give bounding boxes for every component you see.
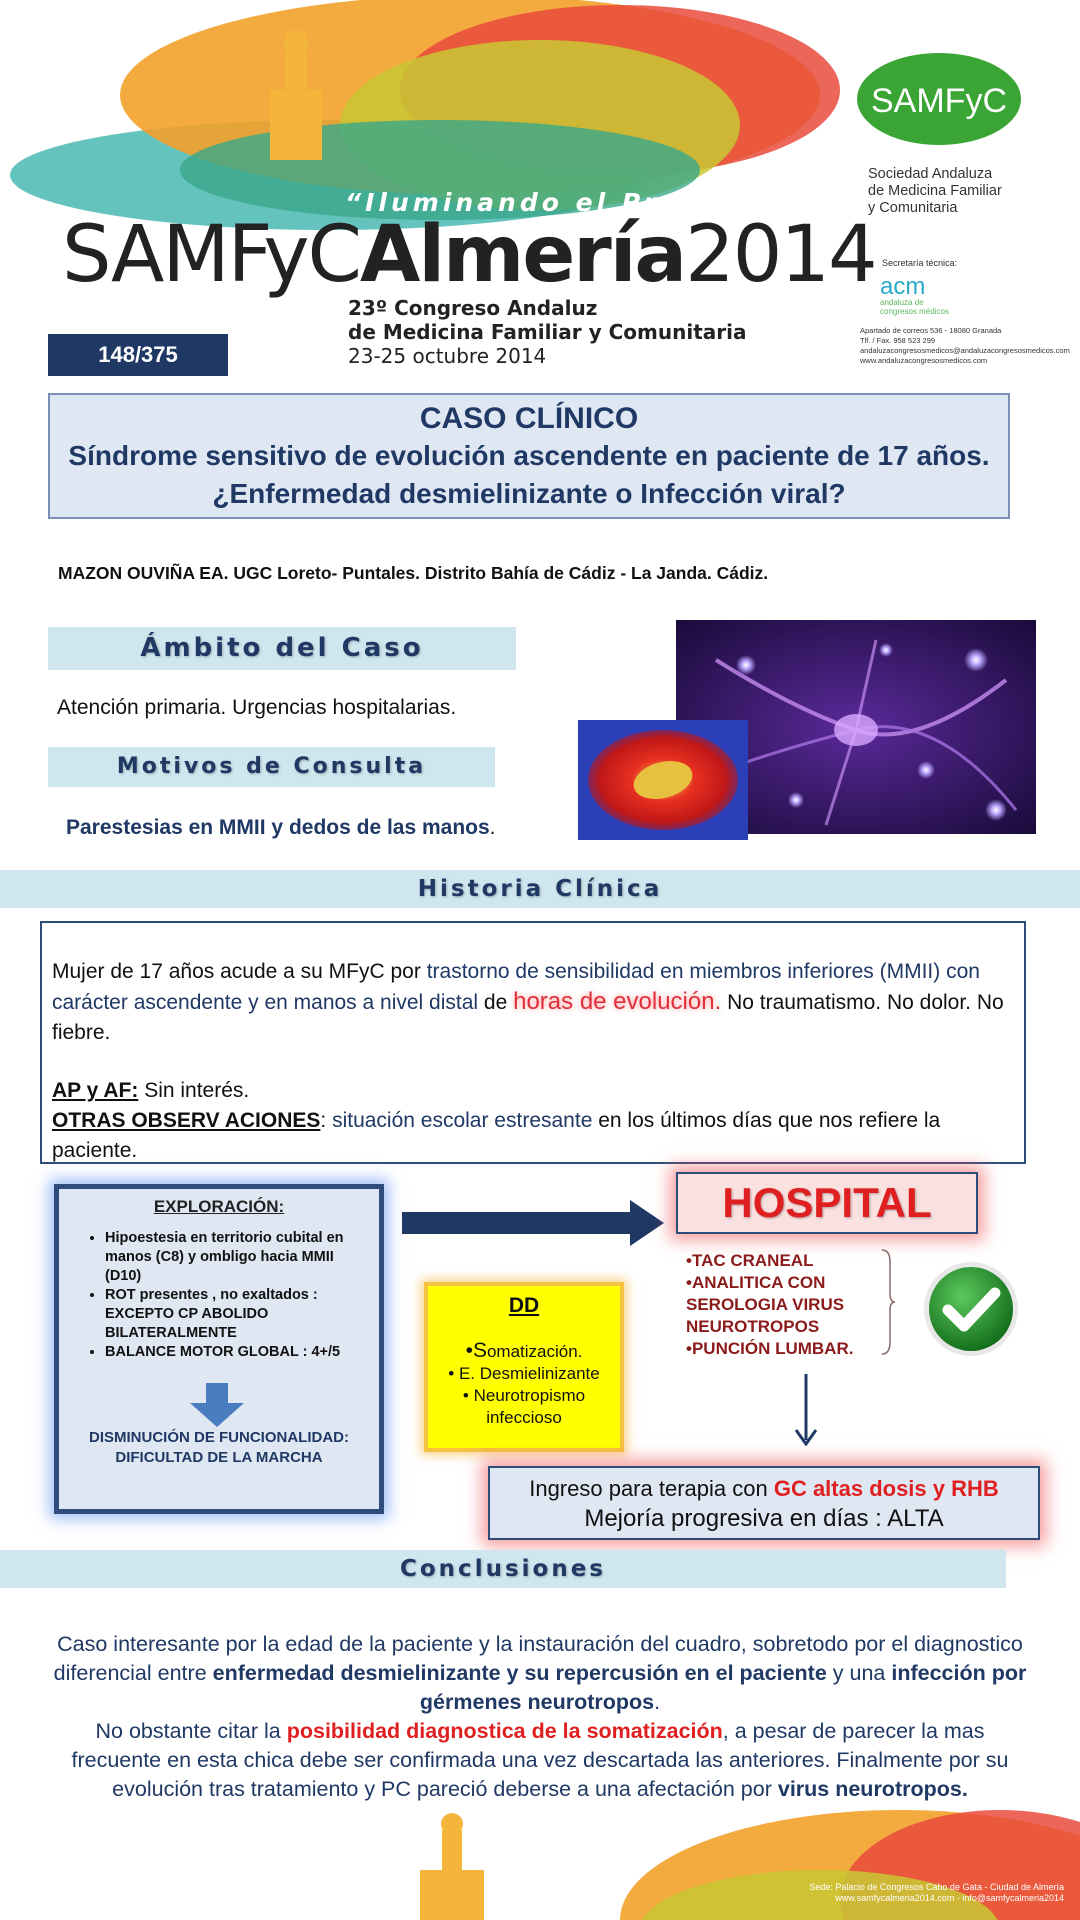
section-heading-ambito: Ámbito del Caso [48, 627, 516, 670]
section-heading-conclusiones: Conclusiones [0, 1550, 1006, 1588]
historia-ap [52, 1076, 1014, 1106]
historia-otras [52, 1106, 1014, 1166]
sec-info-address: Apartado de correos 536 - 18080 Granada [860, 326, 1002, 335]
dd-item-desmielinizante: • E. Desmielinizante [448, 1364, 600, 1383]
exploracion-conclusion-l1: DISMINUCIÓN DE FUNCIONALIDAD: [89, 1429, 349, 1446]
samfyc-logo-text: SAMFyC [871, 82, 1007, 120]
org-name-l3: y Comunitaria [868, 200, 958, 216]
exploracion-list [71, 1229, 367, 1362]
exploracion-title: EXPLORACIÓN: [153, 1197, 285, 1216]
exploracion-conclusion [64, 1428, 374, 1468]
brand-city: Almería [359, 210, 686, 300]
hospital-label: HOSPITAL [676, 1172, 978, 1234]
congress-info [348, 296, 746, 368]
exploracion-item: • Hipoestesia en territorio cubital en manos (C8) y ombligo hacia MMII (D10) [105, 1229, 367, 1286]
footer-venue [780, 1882, 1064, 1904]
down-arrow-thin-icon [794, 1374, 818, 1446]
historia-p1-b: trastorno de sensibilidad en miembros inferiores (MMII) con carácter ascendente y en manos a nivel distal [52, 960, 980, 1014]
congress-line1: 23º Congreso Andaluz [348, 296, 598, 320]
dd-item1-rest: omatización. [486, 1342, 583, 1361]
org-name-l2: de Medicina Familiar [868, 183, 1002, 199]
ingreso-box [488, 1466, 1040, 1540]
concl-s4: infección por gérmenes neurotropos [419, 1661, 1027, 1714]
exploracion-conclusion-l2: DIFICULTAD DE LA MARCHA [115, 1449, 323, 1466]
dd-list [428, 1340, 620, 1429]
historia-ap-text: Sin interés. [138, 1079, 250, 1102]
acm-logo [878, 272, 958, 317]
historia-p1-a: Mujer de 17 años acude a su MFyC por [52, 960, 427, 983]
brand-year: 2014 [685, 210, 876, 300]
ingreso-line1 [490, 1474, 1038, 1504]
historia-otras-label: OTRAS OBSERV ACIONES [52, 1109, 321, 1132]
bracket-icon [880, 1248, 896, 1356]
checkmark-icon [922, 1260, 1020, 1358]
hospital-item: •TAC CRANEAL [686, 1251, 814, 1270]
exploracion-item: • BALANCE MOTOR GLOBAL : 4+/5 [105, 1343, 367, 1362]
concl-s1: Caso interesante por la edad de la paciente y la instauración del cuadro, sobretodo por el diagnostico diferencial entre [53, 1632, 1023, 1685]
acm-sub2: congresos médicos [880, 307, 949, 316]
ingreso-l1-b: GC altas dosis y RHB [773, 1476, 999, 1501]
exploracion-item: • ROT presentes , no exaltados : EXCEPTO CP ABOLIDO BILATERALMENTE [105, 1286, 367, 1343]
historia-ap-label: AP y AF: [52, 1079, 139, 1102]
historia-paragraph [52, 957, 1014, 1048]
ingreso-line2: Mejoría progresiva en días : ALTA [584, 1505, 944, 1532]
dd-box [424, 1282, 624, 1452]
section-heading-historia: Historia Clínica [0, 870, 1080, 908]
virus-image [578, 720, 748, 840]
sec-info-phone: Tlf. / Fax. 958 523 299 [860, 336, 936, 345]
footer-web-line: www.samfycalmeria2014.com - info@samfycalmeria2014 [835, 1893, 1064, 1903]
footer-venue-line: Sede: Palacio de Congresos Cabo de Gata - Ciudad de Almería [809, 1882, 1064, 1892]
right-arrow-icon [402, 1200, 664, 1246]
congress-tagline: “Iluminando el Presente” [345, 188, 800, 217]
samfyc-logo [857, 52, 1022, 146]
motivos-text [66, 816, 496, 840]
congress-line2: de Medicina Familiar y Comunitaria [348, 320, 747, 344]
org-name-l1: Sociedad Andaluza [868, 166, 993, 182]
ambito-text: Atención primaria. Urgencias hospitalarias. [57, 696, 457, 719]
concl-s5: . [654, 1690, 661, 1714]
dd-item-somatizacion [428, 1340, 620, 1363]
sec-info-web: www.andaluzacongresosmedicos.com [860, 356, 988, 365]
historia-otras-b: situación escolar estresante [332, 1109, 593, 1132]
hospital-item: •PUNCIÓN LUMBAR. [686, 1339, 854, 1358]
dd-title: DD [508, 1294, 540, 1317]
secretaria-info [860, 326, 1075, 366]
concl-s6: No obstante citar la [95, 1719, 287, 1743]
case-title: Síndrome sensitivo de evolución ascendente en paciente de 17 años. ¿Enfermedad desmielinizante o Infección viral? [68, 440, 990, 509]
poster-code: 148/375 [48, 334, 228, 376]
org-name [868, 166, 1002, 217]
historia-p1-c: de [478, 991, 514, 1014]
motivos-text-dot: . [489, 816, 496, 839]
historia-box [40, 921, 1026, 1164]
congress-brand [62, 210, 876, 300]
acm-logo-text: acm [880, 273, 926, 300]
historia-otras-a: : [320, 1109, 333, 1132]
historia-otras-c: en los últimos días que nos refiere la paciente. [52, 1109, 941, 1162]
brand-prefix: SAMFyC [62, 210, 360, 300]
dd-item-neurotropismo: • Neurotropismo infeccioso [462, 1386, 586, 1427]
congress-dates: 23-25 octubre 2014 [348, 344, 547, 368]
concl-s2: enfermedad desmielinizante y su repercusión en el paciente [212, 1661, 827, 1685]
sec-info-email: andaluzacongresosmedicos@andaluzacongresosmedicos.com [860, 346, 1070, 355]
historia-p1-e: No traumatismo. No dolor. No fiebre. [52, 991, 1004, 1044]
concl-s3: y una [826, 1661, 892, 1685]
historia-p1-d: horas de evolución. [513, 988, 722, 1015]
concl-s9: virus neurotropos. [777, 1777, 968, 1801]
hospital-item: •ANALITICA CON SEROLOGIA VIRUS NEUROTROPOS [686, 1273, 845, 1336]
motivos-text-main: Parestesias en MMII y dedos de las manos [66, 816, 490, 839]
section-heading-motivos: Motivos de Consulta [48, 747, 495, 787]
case-title-label: CASO CLÍNICO [419, 402, 639, 435]
concl-s8: , a pesar de parecer la mas frecuente en esta chica debe ser confirmada una vez descartada las anteriores. Finalmente por su evolución tras tratamiento y PC pareció deberse a una afectación por [71, 1719, 1009, 1801]
authors: MAZON OUVIÑA EA. UGC Loreto- Puntales. Distrito Bahía de Cádiz - La Janda. Cádiz. [58, 563, 769, 583]
secretaria-label: Secretaría técnica: [882, 258, 958, 268]
hospital-list [686, 1250, 896, 1360]
dd-item1-big: •S [465, 1339, 487, 1362]
concl-s7: posibilidad diagnostica de la somatización [286, 1719, 723, 1743]
ingreso-l1-a: Ingreso para terapia con [529, 1476, 774, 1501]
acm-sub1: andaluza de [880, 298, 924, 307]
down-arrow-icon [190, 1383, 244, 1427]
case-title-box [48, 393, 1010, 519]
